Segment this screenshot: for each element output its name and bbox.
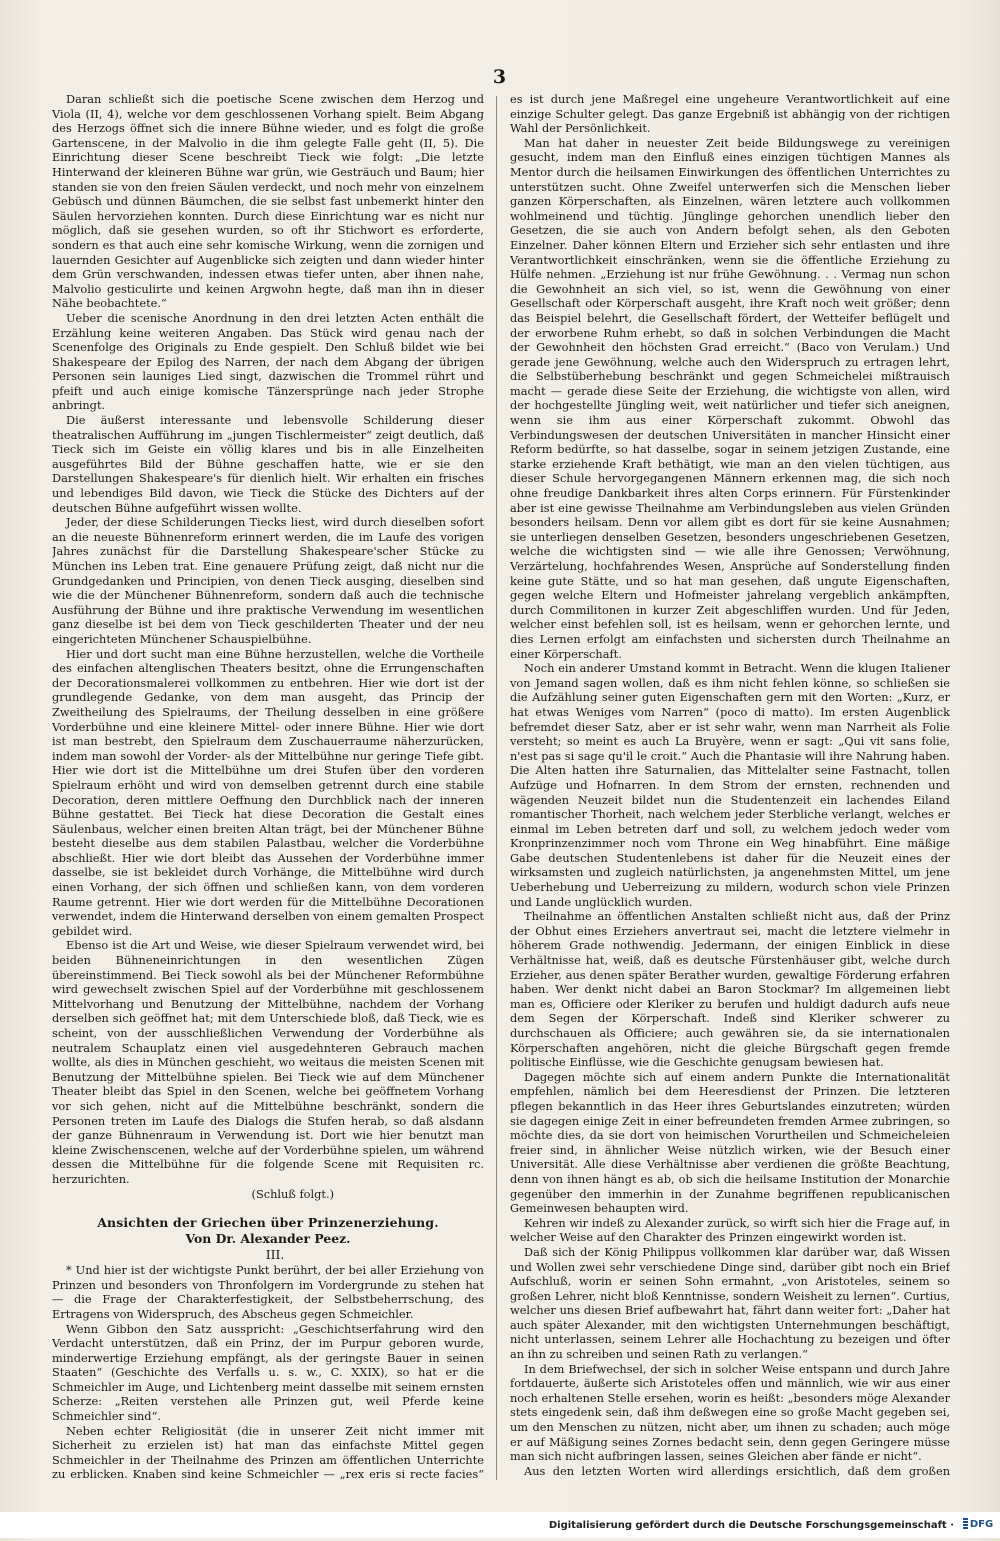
paragraph: Hier und dort sucht man eine Bühne herzustellen, welche die Vortheile des einfachen altenglischen Theaters besitzt, ohne die Errungenschaften der Decorationsmalerei vollkommen zu entbehren. Hier wie dort ist der grundlegende Gedanke, von dem man ausgeht, das Princip der Zweitheilung des Spielraums, der Theilung desselben in eine größere Vorderbühne und eine kleinere Mittel- oder innere Bühne. Hier wie dort ist man bestrebt, den Spielraum dem Zuschauerraume näherzurücken, indem man sowohl der Vorder- als der Mittelbühne nur geringe Tiefe gibt. Hier wie dort ist die Mittelbühne um drei Stufen über den vorderen Spielraum erhöht und wird von demselben getrennt durch eine stabile Decoration, deren mittlere Oeffnung den Durchblick nach der inneren Bühne gestattet. Bei Tieck hat diese Decoration die Gestalt eines Säulenbaus, welcher einen breiten Altan trägt, bei der Münchener Bühne besteht dieselbe aus dem stabilen Palastbau, welcher die Vorderbühne abschließt. Hier wie dort bleibt das Aussehen der Vorderbühne immer dasselbe, sie ist bekleidet durch Vorhänge, die Mittelbühne wird durch einen Vorhang, der sich öffnen und schließen kann, von dem vorderen Raume getrennt. Hier wie dort werden für die Mittelbühne Decorationen verwendet, indem die Hinterwand derselben von einem gemalten Prospect gebildet wird. [52, 646, 484, 938]
paragraph: Daran schließt sich die poetische Scene zwischen dem Herzog und Viola (II, 4), welche vor dem geschlossenen Vorhang spielt. Beim Abgang des Herzogs öffnet sich die innere Bühne wieder, und es folgt die große Gartenscene, in der Malvolio in die ihm gelegte Falle geht (II, 5). Die Einrichtung dieser Scene beschreibt Tieck wie folgt: „Die letzte Hinterwand der kleineren Bühne war grün, wie Gesträuch und Baum; hier standen sie von den freien Säulen verdeckt, und noch mehr von einzelnem Gebüsch und dünnen Bäumchen, die sie selbst fast unbemerkt hinter den Säulen hervorziehen konnten. Durch diese Einrichtung war es nicht nur möglich, daß sie gesehen wurden, so oft ihr Stichwort es erforderte, sondern es that auch eine sehr komische Wirkung, wenn die zornigen und lauernden Gesichter auf Augenblicke sich zeigten und dann wieder hinter dem Grün verschwanden, indessen etwas tiefer unten, aber ihnen nahe, Malvolio gesticulirte und keinen Argwohn hegte, daß man ihn in dieser Nähe beobachtete.“ [52, 92, 484, 311]
dfg-logo-mark [963, 1518, 968, 1530]
paragraph: Daß sich der König Philippus vollkommen klar darüber war, daß Wissen und Wollen zwei sehr verschiedene Dinge sind, darüber gibt noch ein Brief Aufschluß, worin er seinen Sohn ermahnt, „von Aristoteles, seinem so großen Lehrer, nicht bloß Kenntnisse, sondern Weisheit zu lernen“. Curtius, welcher uns diesen Brief aufbewahrt hat, fährt dann weiter fort: „Daher hat auch später Alexander, mit den wichtigsten Unternehmungen beschäftigt, nicht unterlassen, seinem Lehrer alle Hochachtung zu bezeigen und öfter an ihn zu schreiben und seinen Rath zu verlangen.“ [510, 1244, 950, 1362]
left-column [52, 92, 484, 1480]
to-be-continued-note: (Schluß folgt.) [251, 1186, 334, 1201]
article-part-number: III. [265, 1247, 285, 1263]
right-column [510, 92, 950, 1480]
funding-note: Digitalisierung gefördert durch die Deutsche Forschungsgemeinschaft · [548, 1520, 954, 1531]
paragraph: Jeder, der diese Schilderungen Tiecks liest, wird durch dieselben sofort an die neueste Bühnenreform erinnert werden, die im Laufe des vorigen Jahres zunächst für die Darstellung Shakespeare'scher Stücke zu München ins Leben trat. Eine genauere Prüfung zeigt, daß nicht nur die Grundgedanken und Principien, von denen Tieck ausging, dieselben sind wie die der Münchener Bühnenreform, sondern daß auch die technische Ausführung der Bühne und ihre praktische Verwendung im wesentlichen ganz dieselbe ist bei dem von Tieck geschilderten Theater und der neu eingerichteten Münchener Schauspielbühne. [52, 515, 484, 646]
paragraph: Man hat daher in neuester Zeit beide Bildungswege zu vereinigen gesucht, indem man den Einfluß eines einzigen tüchtigen Mannes als Mentor durch die heilsamen Einwirkungen des öffentlichen Unterrichtes zu unterstützen sucht. Ohne Zweifel unterwerfen sich die Menschen lieber ganzen Körperschaften, als Einzelnen, wären letztere auch vollkommen wohlmeinend und tüchtig. Jünglinge gehorchen unendlich lieber den Gesetzen, die sie auch von Andern befolgt sehen, als den Geboten Einzelner. Daher können Eltern und Erzieher sich sehr entlasten und ihre Verantwortlichkeit einschränken, wenn sie die öffentliche Erziehung zu Hülfe nehmen. „Erziehung ist nur frühe Gewöhnung. . . Vermag nun schon die Gewohnheit an sich viel, so ist, wenn die Gewöhnung von einer Gesellschaft oder Körperschaft ausgeht, ihre Kraft noch weit größer; denn das Beispiel belehrt, die Gesellschaft fördert, der Wetteifer beflügelt und der erworbene Ruhm erhebt, so daß in solchen Verbindungen die Macht der Gewohnheit den höchsten Grad erreicht.“ (Baco von Verulam.) Und gerade jene Gewöhnung, welche auch den Widerspruch zu ertragen lehrt, die Selbstüberhebung beschränkt und gegen Schmeichelei mißtrauisch macht — gerade diese Seite der Erziehung, die wichtigste von allen, wird der hochgestellte Jüngling weit, weit natürlicher und tiefer sich aneignen, wenn sie ihm aus einer Körperschaft zukommt. Obwohl das Verbindungswesen der deutschen Universitäten in mancher Hinsicht einer Reform bedürfte, so hat dasselbe, sogar in seinem jetzigen Zustande, eine starke erziehende Kraft bethätigt, wie man an den vielen tüchtigen, aus dieser Schule hervorgegangenen Männern erkennen mag, die sich noch ohne freudige Dankbarkeit ihres alten Corps erinnern. Für Fürstenkinder aber ist eine gewisse Theilnahme am Verbindungsleben aus vielen Gründen besonders heilsam. Denn vor allem gibt es dort für sie keine Ausnahmen; sie unterliegen denselben Gesetzen, besonders ungeschriebenen Gesetzen, welche die wichtigsten sind — wie alle ihre Genossen; Verwöhnung, Verzärtelung, hochfahrendes Wesen, Ansprüche auf Sonderstellung finden keine gute Stätte, und so hat man gesehen, daß ungute Eigenschaften, gegen welche Eltern und Hofmeister jahrelang vergeblich ankämpften, durch Commilitonen in kurzer Zeit abgeschliffen wurden. Und für Jeden, welcher einst befehlen soll, ist es heilsam, wenn er gehorchen lernte, und dies Lernen erfolgt am einfachsten und sichersten durch Theilnahme an einer Körperschaft. [510, 135, 950, 661]
paragraph: Ebenso ist die Art und Weise, wie dieser Spielraum verwendet wird, bei beiden Bühneneinrichtungen in den wesentlichen Zügen übereinstimmend. Bei Tieck sowohl als bei der Münchener Reformbühne wird gewechselt zwischen Spiel auf der Vorderbühne mit geschlossenem Mittelvorhang und Benutzung der Mittelbühne, nachdem der Vorhang derselben sich geöffnet hat; mit dem Unterschiede bloß, daß Tieck, wie es scheint, von der ausschließlichen Verwendung der Vorderbühne als neutralem Schauplatz einen viel ausgedehnteren Gebrauch machen wollte, als dies in München geschieht, wo weitaus die meisten Scenen mit Benutzung der Mittelbühne spielen. Bei Tieck wie auf dem Münchener Theater bleibt das Spiel in den Scenen, welche bei geöffnetem Vorhang vor sich gehen, nicht auf die Mittelbühne beschränkt, sondern die Personen treten im Laufe des Dialogs die Stufen herab, so daß alsdann der ganze Bühnenraum in Verwendung ist. Dort wie hier benutzt man kleine Zwischenscenen, welche auf der Vorderbühne spielen, um während dessen die Mittelbühne für die folgende Scene mit Requisiten rc. herzurichten. [52, 938, 484, 1186]
page-number: 3 [492, 66, 508, 88]
article-author: Von Dr. Alexander Peez. [185, 1231, 351, 1247]
article-title: Ansichten der Griechen über Prinzenerziehung. [97, 1215, 439, 1231]
paragraph: Ueber die scenische Anordnung in den drei letzten Acten enthält die Erzählung keine weiteren Angaben. Das Stück wird genau nach der Scenenfolge des Originals zu Ende gespielt. Den Schluß bildet wie bei Shakespeare der Epilog des Narren, der nach dem Abgang der übrigen Personen sein launiges Lied singt, dazwischen die Trommel rührt und pfeift und auch einige komische Tänzersprünge nach jeder Strophe anbringt. [52, 310, 484, 413]
dfg-logo [962, 1516, 994, 1532]
paragraph: es ist durch jene Maßregel eine ungeheure Verantwortlichkeit auf eine einzige Schulter gelegt. Das ganze Ergebniß ist abhängig von der richtigen Wahl der Persönlichkeit. [510, 92, 950, 136]
column-divider [496, 96, 497, 1480]
section-gap [52, 1201, 484, 1215]
dfg-logo-text: DFG [969, 1518, 994, 1530]
paragraph: Die äußerst interessante und lebensvolle Schilderung dieser theatralischen Aufführung im „jungen Tischlermeister“ zeigt deutlich, daß Tieck sich im Geiste ein völlig klares und bis in alle Einzelheiten ausgeführtes Bild der Bühne geschaffen hatte, wie er sie den Darstellungen Shakespeare's für dienlich hielt. Wir erhalten ein frisches und lebendiges Bild davon, wie Tieck die Stücke des Dichters auf der deutschen Bühne aufgeführt wissen wollte. [52, 413, 484, 515]
paragraph: In dem Briefwechsel, der sich in solcher Weise entspann und durch Jahre fortdauerte, äußerte sich Aristoteles offen und männlich, wie wir aus einer noch erhaltenen Stelle ersehen, worin es heißt: „besonders möge Alexander stets eingedenk sein, daß ihm deßwegen eine so große Macht gegeben sei, um den Menschen zu nützen, nicht aber, um ihnen zu schaden; auch möge er auf Mäßigung seines Zornes bedacht sein, denn gegen Geringere müsse man sich nicht aufbringen lassen, seines Gleichen aber fände er nicht“. [510, 1361, 950, 1464]
paragraph: Noch ein anderer Umstand kommt in Betracht. Wenn die klugen Italiener von Jemand sagen wollen, daß es ihm nicht fehlen könne, so schließen sie die Aufzählung seiner guten Eigenschaften gern mit den Worten: „Kurz, er hat etwas Weniges vom Narren“ (poco di matto). Im ersten Augenblick befremdet dieser Satz, aber er ist sehr wahr, wenn man Narrheit als Folie versteht; so meint es auch La Bruyère, wenn er sagt: „Qui vit sans folie, n'est pas si sage qu'il le croit.“ Auch die Phantasie will ihre Nahrung haben. Die Alten hatten ihre Saturnalien, das Mittelalter seine Fastnacht, tollen Aufzüge und Hofnarren. In dem Strom der ernsten, rechnenden und wägenden Neuzeit bildet nun die Studentenzeit ein lachendes Eiland romantischer Thorheit, nach welchem jeder Sterbliche verlangt, welches er einmal im Leben betreten darf und soll, zu welchem jedoch weder vom Kronprinzenzimmer noch vom Throne ein Weg hinabführt. Eine mäßige Gabe deutschen Studentenlebens ist daher für die Neuzeit eines der wirksamsten und zugleich natürlichsten, ja angenehmsten Mittel, um jene Ueberhebung und Ueberreizung zu mildern, wodurch schon viele Prinzen und Lande unglücklich wurden. [510, 661, 950, 909]
paragraph: Theilnahme an öffentlichen Anstalten schließt nicht aus, daß der Prinz der Obhut eines Erziehers anvertraut sei, macht die letztere vielmehr in höherem Grade nothwendig. Jedermann, der einigen Einblick in diese Verhältnisse hat, weiß, daß es deutsche Fürstenhäuser gibt, welche durch Erzieher, aus denen später Berather wurden, gewaltige Förderung erfahren haben. Wer denkt nicht dabei an Baron Stockmar? Im allgemeinen liebt man es, Officiere oder Kleriker zu berufen und huldigt dadurch aufs neue dem Segen der Körperschaft. Indeß sind Kleriker schwerer zu durchschauen als Officiere; auch gewähren sie, da sie internationalen Körperschaften angehören, nicht die gleiche Bürgschaft gegen fremde politische Einflüsse, wie die Geschichte genugsam bewiesen hat. [510, 909, 950, 1070]
paragraph: Kehren wir indeß zu Alexander zurück, so wirft sich hier die Frage auf, in welcher Weise auf den Charakter des Prinzen eingewirkt worden ist. [510, 1215, 950, 1245]
paragraph: Dagegen möchte sich auf einem andern Punkte die Internationalität empfehlen, nämlich bei dem Heeresdienst der Prinzen. Die letzteren pflegen bekanntlich in das Heer ihres Geburtslandes einzutreten; würden sie dagegen einige Zeit in einer befreundeten fremden Armee zubringen, so möchte dies, da sie dort von heimischen Vorurtheilen und Schmeicheleien freier sind, in ähnlicher Weise nützlich wirken, wie der Besuch einer Universität. Alle diese Verhältnisse aber verdienen die größte Beachtung, denn von ihnen hängt es ab, ob sich die heilsame Institution der Monarchie gegenüber den immerhin in der Zunahme begriffenen republicanischen Gemeinwesen behaupten wird. [510, 1069, 950, 1216]
paragraph: Neben echter Religiosität (die in unserer Zeit nicht immer mit Sicherheit zu erzielen ist) hat man das einfachste Mittel gegen Schmeichler in der Theilnahme des Prinzen am öffentlichen Unterrichte zu erblicken. Knaben sind keine Schmeichler — „rex eris si recte facies“ [52, 1423, 484, 1480]
paragraph: Aus den letzten Worten wird allerdings ersichtlich, daß dem großen [524, 1463, 950, 1478]
paragraph: Wenn Gibbon den Satz ausspricht: „Geschichtserfahrung wird den Verdacht unterstützen, daß ein Prinz, der im Purpur geboren wurde, minderwertige Erziehung empfängt, als der geringste Bauer in seinen Staaten“ (Geschichte des Verfalls u. s. w., C. XXIX), so hat er die Schmeichler im Auge, und Lichtenberg meint dasselbe mit seinem ernsten Scherze: „Reiten verstehen alle Prinzen gut, weil Pferde keine Schmeichler sind“. [52, 1321, 484, 1424]
paragraph: * Und hier ist der wichtigste Punkt berührt, der bei aller Erziehung von Prinzen und besonders von Thronfolgern im Vordergrunde zu stehen hat — die Frage der Charakterfestigkeit, der Selbstbeherrschung, des Ertragens von Widerspruch, des Abscheus gegen Schmeichler. [52, 1263, 484, 1321]
